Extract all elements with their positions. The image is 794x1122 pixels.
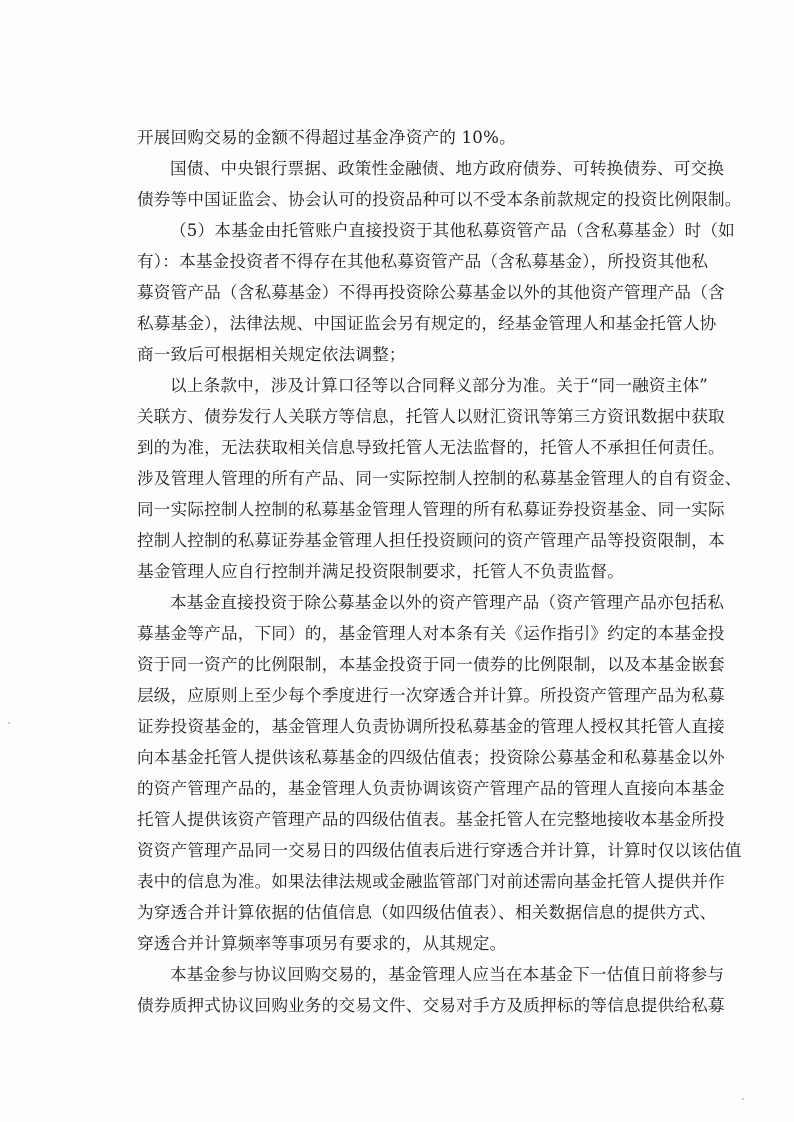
scan-speck xyxy=(742,1098,744,1100)
paragraph-line: 向本基金托管人提供该私募基金的四级估值表；投资除公募基金和私募基金以外 xyxy=(137,748,725,767)
paragraph-line: 国债、中央银行票据、政策性金融债、地方政府债券、可转换债券、可交换 xyxy=(170,159,725,178)
paragraph-line: 债券质押式协议回购业务的交易文件、交易对手方及质押标的等信息提供给私募 xyxy=(137,996,725,1015)
paragraph-line: （5）本基金由托管账户直接投资于其他私募资管产品（含私募基金）时（如 xyxy=(170,221,735,240)
paragraph-line: 商一致后可根据相关规定依法调整； xyxy=(137,345,406,364)
paragraph-line: 有）：本基金投资者不得存在其他私募资管产品（含私募基金），所投资其他私 xyxy=(137,252,709,271)
paragraph-line: 本基金参与协议回购交易的，基金管理人应当在本基金下一估值日前将参与 xyxy=(170,965,725,984)
paragraph-line: 关联方、债券发行人关联方等信息，托管人以财汇资讯等第三方资讯数据中获取 xyxy=(137,407,725,426)
paragraph-line: 层级，应原则上至少每个季度进行一次穿透合并计算。所投资产管理产品为私募 xyxy=(137,686,725,705)
paragraph-line: 到的为准，无法获取相关信息导致托管人无法监督的，托管人不承担任何责任。 xyxy=(137,438,725,457)
paragraph-line: 同一实际控制人控制的私募基金管理人管理的所有私募证券投资基金、同一实际 xyxy=(137,500,725,519)
paragraph-line: 开展回购交易的金额不得超过基金净资产的 10%。 xyxy=(137,128,516,147)
scan-speck xyxy=(8,722,10,724)
paragraph-line: 募基金等产品，下同）的，基金管理人对本条有关《运作指引》约定的本基金投 xyxy=(137,624,725,643)
paragraph-line: 的资产管理产品的，基金管理人负责协调该资产管理产品的管理人直接向本基金 xyxy=(137,779,725,798)
paragraph-line: 资资产管理产品同一交易日的四级估值表后进行穿透合并计算，计算时仅以该估值 xyxy=(137,841,742,860)
paragraph-line: 债券等中国证监会、协会认可的投资品种可以不受本条前款规定的投资比例限制。 xyxy=(137,190,742,209)
paragraph-line: 基金管理人应自行控制并满足投资限制要求，托管人不负责监督。 xyxy=(137,562,625,581)
paragraph-line: 证券投资基金的，基金管理人负责协调所投私募基金的管理人授权其托管人直接 xyxy=(137,717,725,736)
paragraph-line: 涉及管理人管理的所有产品、同一实际控制人控制的私募基金管理人的自有资金、 xyxy=(137,469,742,488)
paragraph-line: 以上条款中，涉及计算口径等以合同释义部分为准。关于“同一融资主体” xyxy=(170,376,708,395)
paragraph-line: 为穿透合并计算依据的估值信息（如四级估值表）、相关数据信息的提供方式、 xyxy=(137,903,717,922)
paragraph-line: 私募基金），法律法规、中国证监会另有规定的，经基金管理人和基金托管人协 xyxy=(137,314,717,333)
paragraph-line: 本基金直接投资于除公募基金以外的资产管理产品（资产管理产品亦包括私 xyxy=(170,593,725,612)
paragraph-line: 托管人提供该资产管理产品的四级估值表。基金托管人在完整地接收本基金所投 xyxy=(137,810,725,829)
paragraph-line: 控制人控制的私募证券基金管理人担任投资顾问的资产管理产品等投资限制，本 xyxy=(137,531,725,550)
paragraph-line: 募资管产品（含私募基金）不得再投资除公募基金以外的其他资产管理产品（含 xyxy=(137,283,725,302)
paragraph-line: 资于同一资产的比例限制，本基金投资于同一债券的比例限制，以及本基金嵌套 xyxy=(137,655,725,674)
paragraph-line: 表中的信息为准。如果法律法规或金融监管部门对前述需向基金托管人提供并作 xyxy=(137,872,725,891)
paragraph-line: 穿透合并计算频率等事项另有要求的，从其规定。 xyxy=(137,934,507,953)
